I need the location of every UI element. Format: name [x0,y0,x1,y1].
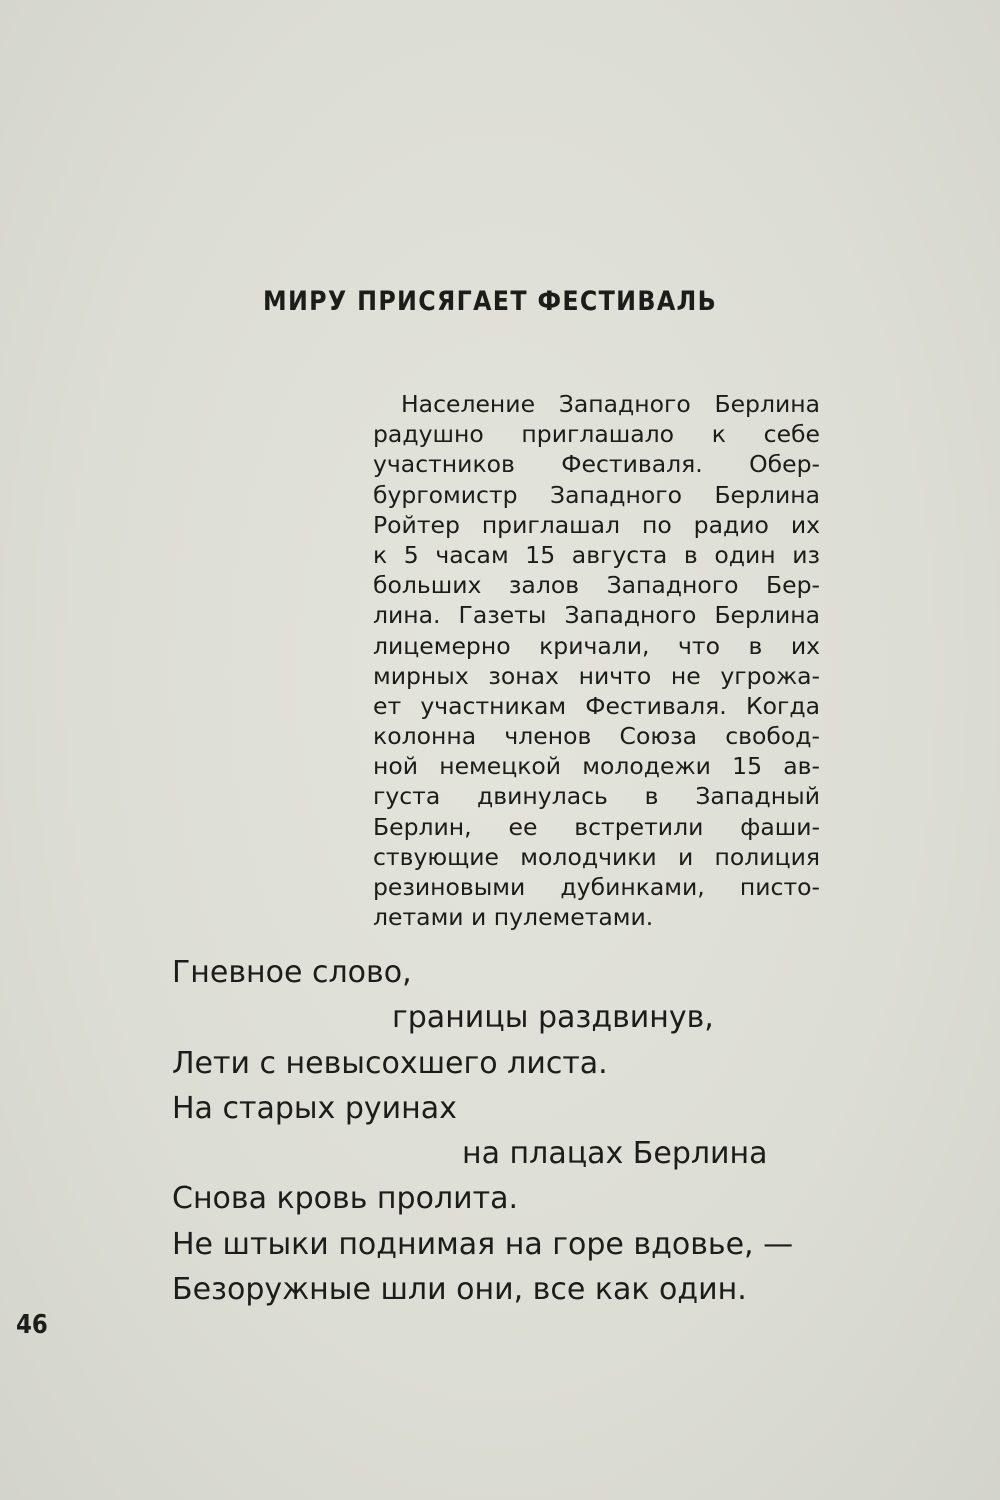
poem-line: Снова кровь пролита. [172,1181,519,1217]
poem-line: Не штыки поднимая на горе вдовье, — [172,1226,794,1262]
epigraph-line: Население Западного Берлина [401,390,820,418]
epigraph-line: летами и пулеметами. [373,903,654,932]
epigraph-line: колонна членов Союза свобод- [373,722,820,751]
epigraph-line: лина. Газеты Западного Берлина [373,601,820,630]
poem-line: На старых руинах [172,1090,457,1126]
page-number: 46 [16,1310,48,1340]
epigraph-line: густа двинулась в Западный [373,782,820,811]
epigraph-line: больших залов Западного Бер- [373,571,820,600]
epigraph-line: бургомистр Западного Берлина [373,480,820,509]
epigraph-line: Берлин, ее встретили фаши- [373,812,820,841]
poem-stanza [172,950,872,1312]
epigraph-line: мирных зонах ничто не угрожа- [373,661,820,690]
epigraph-line: к 5 часам 15 августа в один из [373,540,820,569]
epigraph-line: резиновыми дубинками, писто- [373,873,820,901]
epigraph-paragraph [373,389,820,932]
epigraph-line: ной немецкой молодежи 15 ав- [373,752,820,781]
poem-line: Лети с невысохшего листа. [172,1045,608,1081]
epigraph-line: лицемерно кричали, что в их [373,631,820,660]
epigraph-line: ет участникам Фестиваля. Когда [373,691,820,720]
epigraph-line: радушно приглашало к себе [373,420,820,449]
epigraph-line: ствующие молодчики и полиция [373,842,820,871]
poem-line: Гневное слово, [172,955,412,990]
poem-line: границы раздвинув, [392,1000,714,1036]
poem-line: на плацах Берлина [462,1136,768,1172]
epigraph-line: участников Фестиваля. Обер- [373,450,820,479]
page-title: МИРУ ПРИСЯГАЕТ ФЕСТИВАЛЬ [262,286,718,317]
epigraph-line: Ройтер приглашал по радио их [373,510,820,539]
poem-line: Безоружные шли они, все как один. [172,1272,747,1308]
